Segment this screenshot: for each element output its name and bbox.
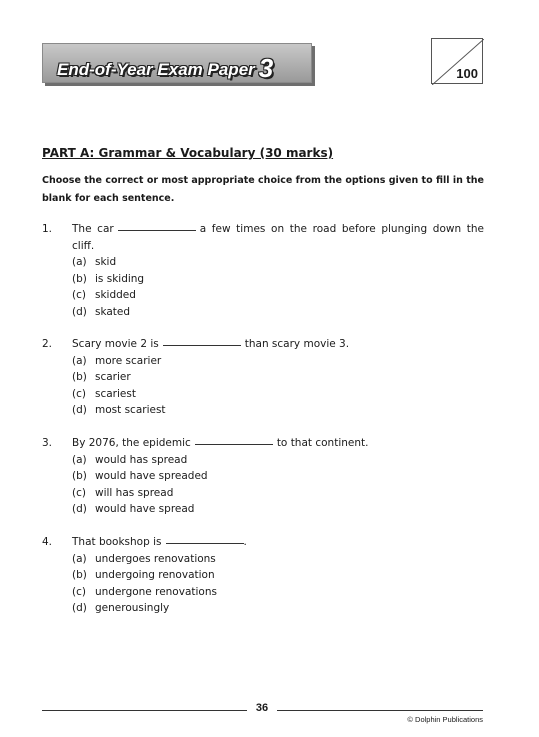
option-list [42,353,484,419]
option-d [72,304,484,321]
option-text: skidded [95,289,136,301]
option-letter: (d) [72,305,87,318]
option-letter: (b) [72,371,87,383]
question-number: 2. [42,338,53,350]
option-letter: (d) [72,602,87,614]
option-text: is skiding [95,272,145,285]
stem-before: By 2076, the epidemic [72,437,191,449]
option-letter: (a) [72,256,87,268]
option-text: undergoing renovation [95,569,215,581]
option-letter: (b) [72,569,87,581]
option-b [72,567,484,584]
question-number: 3. [42,437,53,449]
question-3 [42,435,484,518]
answer-blank [163,344,241,346]
question-4 [42,534,484,617]
part-a-instructions: Choose the correct or most appropriate choice from the options given to fill in the blank for each sentence. [42,175,484,204]
option-text: more scarier [95,354,162,367]
option-c [72,386,484,403]
question-number: 1. [42,223,53,235]
option-letter: (d) [72,503,87,515]
option-letter: (c) [72,387,86,400]
stem-after: to that continent. [276,437,369,449]
stem-before: That bookshop is [72,536,162,548]
option-d [72,402,484,419]
option-text: would have spread [95,503,195,515]
question-stem [42,534,484,551]
stem-before: The car [72,223,114,235]
question-2 [42,336,484,419]
option-list [42,452,484,518]
paper-number: 3 [258,53,274,83]
question-stem [42,221,484,254]
option-text: most scariest [95,404,166,416]
option-letter: (b) [72,470,87,482]
option-c [72,287,484,304]
option-a [72,254,484,271]
stem-after: . [243,536,247,548]
exam-title-banner [42,43,312,83]
option-d [72,600,484,617]
option-text: undergoes renovations [95,552,216,565]
exam-title [57,51,273,82]
option-letter: (c) [72,289,86,301]
question-number: 4. [42,536,53,548]
stem-before: Scary movie 2 is [72,338,159,350]
option-list [42,254,484,320]
option-text: skated [95,305,131,318]
answer-blank [166,542,244,544]
stem-after: than scary movie 3. [244,338,350,350]
option-text: undergone renovations [95,585,217,598]
option-letter: (a) [72,453,87,466]
option-text: would have spreaded [95,470,208,482]
footer-rule-right [277,710,483,711]
option-letter: (c) [72,585,86,598]
option-list [42,551,484,617]
option-text: will has spread [95,486,174,499]
answer-blank [118,229,196,231]
copyright-notice: © Dolphin Publications [407,715,483,724]
option-d [72,501,484,518]
option-a [72,551,484,568]
answer-blank [195,443,273,445]
option-c [72,584,484,601]
option-a [72,353,484,370]
option-b [72,369,484,386]
option-letter: (a) [72,552,87,565]
stem-after: a few times on the road before plunging down the cliff. [72,223,484,252]
option-letter: (c) [72,486,86,499]
total-marks: 100 [456,66,478,81]
option-a [72,452,484,469]
option-c [72,485,484,502]
question-1 [42,221,484,320]
option-text: scarier [95,371,131,383]
score-box [431,38,483,84]
page-number: 36 [255,702,269,714]
footer-rule-left [42,710,247,711]
question-stem [42,435,484,452]
option-letter: (d) [72,404,87,416]
part-a-heading: PART A: Grammar & Vocabulary (30 marks) [42,146,334,160]
option-letter: (a) [72,354,87,367]
question-stem [42,336,484,353]
option-b [72,271,484,288]
option-text: skid [95,256,117,268]
option-letter: (b) [72,272,87,285]
option-text: generousingly [95,602,170,614]
option-text: scariest [95,387,136,400]
option-b [72,468,484,485]
exam-title-text: End-of-Year Exam Paper [57,60,255,79]
option-text: would has spread [95,453,188,466]
